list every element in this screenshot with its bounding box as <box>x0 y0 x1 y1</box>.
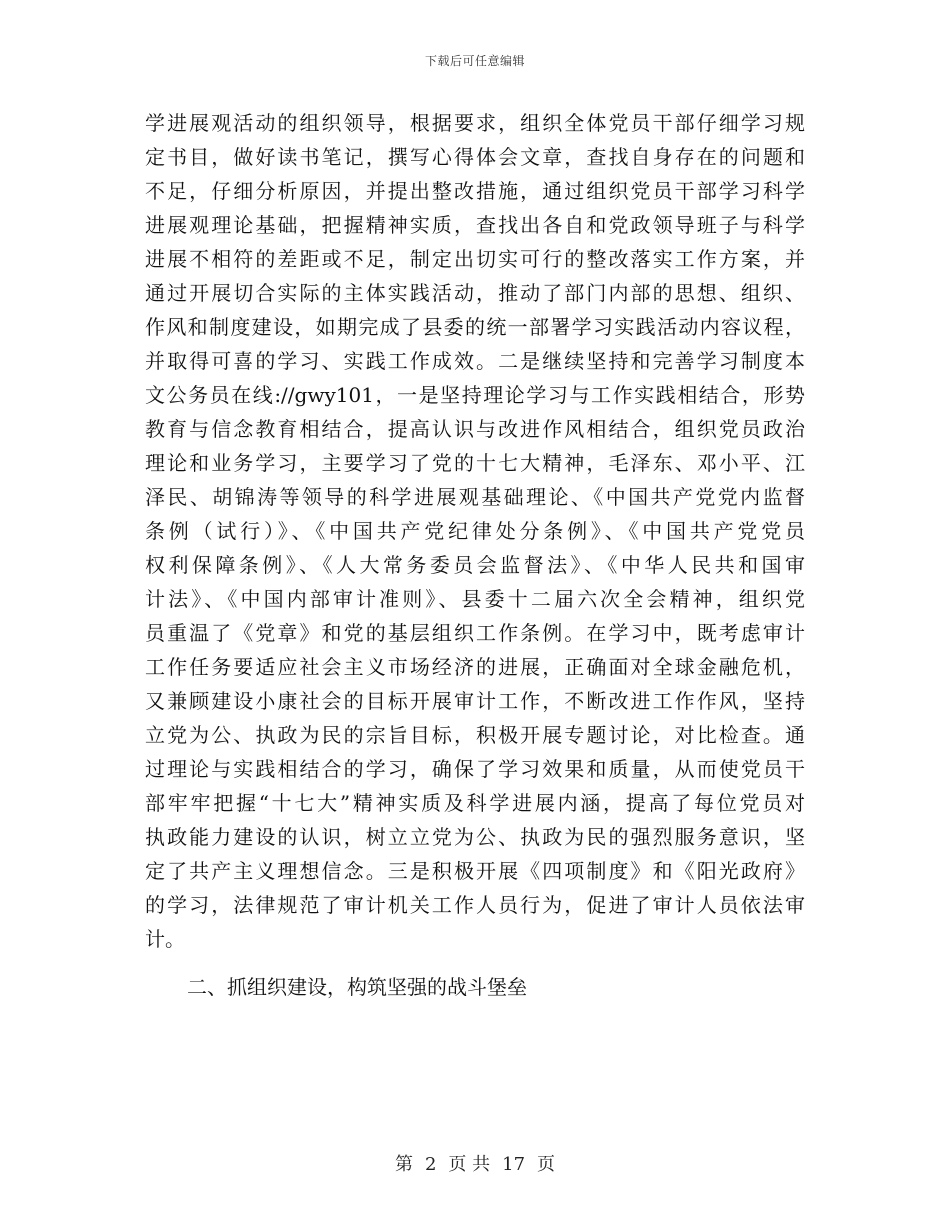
paragraph-line: 进展观理论基础，把握精神实质，查找出各自和党政领导班子与科学 <box>145 213 805 237</box>
footer-prefix: 第 <box>394 1154 413 1175</box>
paragraph-line: 又兼顾建设小康社会的目标开展审计工作，不断改进工作作风，坚持 <box>145 689 805 713</box>
paragraph-line: 工作任务要适应社会主义市场经济的进展，正确面对全球金融危机， <box>145 655 805 679</box>
paragraph-line: 不足，仔细分析原因，并提出整改措施，通过组织党员干部学习科学 <box>145 179 805 203</box>
paragraph-line: 定了共产主义理想信念。三是积极开展《四项制度》和《阳光政府》 <box>145 859 805 883</box>
paragraph-line: 过理论与实践相结合的学习，确保了学习效果和质量，从而使党员干 <box>145 757 805 781</box>
paragraph-line: 通过开展切合实际的主体实践活动，推动了部门内部的思想、组织、 <box>145 281 805 305</box>
paragraph-line: 定书目，做好读书笔记，撰写心得体会文章，查找自身存在的问题和 <box>145 145 805 169</box>
paragraph <box>145 106 805 956</box>
current-page-number: 2 <box>424 1154 437 1175</box>
paragraph-line: 理论和业务学习，主要学习了党的十七大精神，毛泽东、邓小平、江 <box>145 451 805 475</box>
paragraph-line: 泽民、胡锦涛等领导的科学进展观基础理论、《中国共产党党内监督 <box>145 485 805 509</box>
section-heading: 二、抓组织建设，构筑坚强的战斗堡垒 <box>187 975 527 999</box>
paragraph-line: 立党为公、执政为民的宗旨目标，积极开展专题讨论，对比检查。通 <box>145 723 805 747</box>
total-page-number: 17 <box>502 1154 526 1175</box>
footer-suffix: 页 <box>537 1154 556 1175</box>
paragraph-line: 执政能力建设的认识，树立立党为公、执政为民的强烈服务意识，坚 <box>145 825 805 849</box>
page-footer <box>0 1150 950 1176</box>
paragraph-line: 计。 <box>145 927 185 951</box>
paragraph-line: 员重温了《党章》和党的基层组织工作条例。在学习中，既考虑审计 <box>145 621 805 645</box>
paragraph-line: 进展不相符的差距或不足，制定出切实可行的整改落实工作方案，并 <box>145 247 805 271</box>
paragraph-line: 教育与信念教育相结合，提高认识与改进作风相结合，组织党员政治 <box>145 417 805 441</box>
paragraph-line: 作风和制度建设，如期完成了县委的统一部署学习实践活动内容议程， <box>145 315 805 339</box>
document-body <box>145 106 805 1004</box>
paragraph-line: 计法》、《中国内部审计准则》、县委十二届六次全会精神，组织党 <box>145 587 805 611</box>
paragraph-line: 部牢牢把握“十七大”精神实质及科学进展内涵，提高了每位党员对 <box>145 791 805 815</box>
paragraph-line: 的学习，法律规范了审计机关工作人员行为，促进了审计人员依法审 <box>145 893 805 917</box>
page-header: 下载后可任意编辑 <box>424 54 525 68</box>
paragraph-line: 权利保障条例》、《人大常务委员会监督法》、《中华人民共和国审 <box>145 553 805 577</box>
paragraph-line: 学进展观活动的组织领导，根据要求，组织全体党员干部仔细学习规 <box>145 111 805 135</box>
paragraph-line: 并取得可喜的学习、实践工作成效。二是继续坚持和完善学习制度本 <box>145 349 805 373</box>
paragraph-line: 条例（试行）》、《中国共产党纪律处分条例》、《中国共产党党员 <box>145 519 805 543</box>
footer-mid: 页 共 <box>448 1154 491 1175</box>
paragraph-line: 文公务员在线://gwy101，一是坚持理论学习与工作实践相结合，形势 <box>145 383 805 407</box>
